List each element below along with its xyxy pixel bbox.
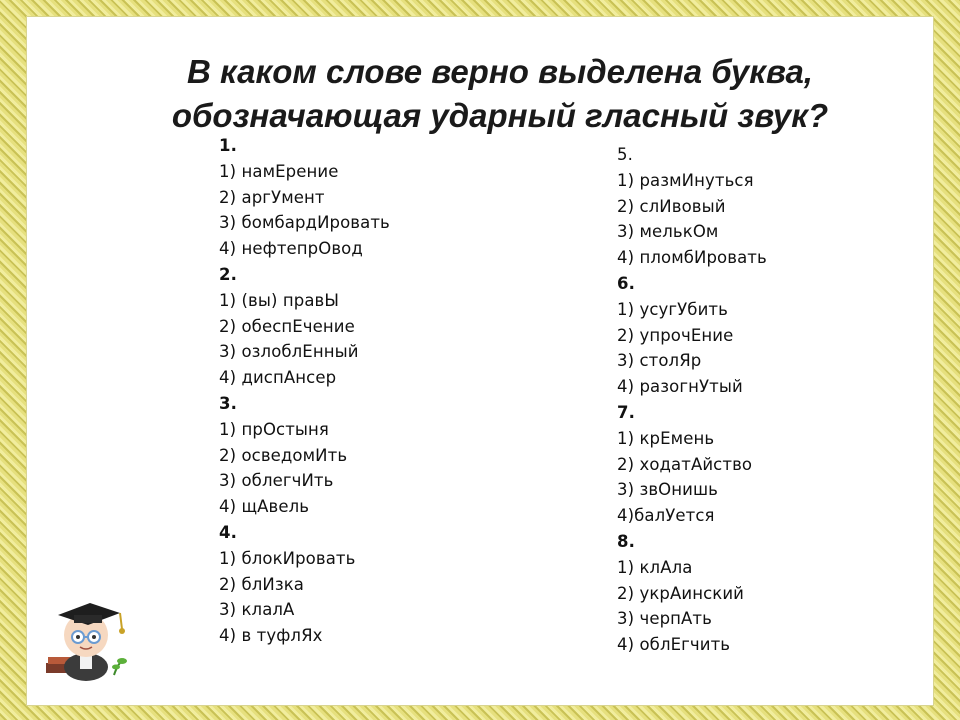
right-question-column	[617, 142, 767, 658]
question-number: 8.	[617, 531, 635, 551]
answer-option: 3) облегчИть	[219, 471, 334, 491]
question-number: 1.	[219, 136, 237, 155]
answer-option: 2) обеспЕчение	[219, 316, 355, 336]
answer-option: 1) крЕмень	[617, 428, 715, 448]
answer-option: 1) блокИровать	[219, 548, 356, 568]
answer-option: 3) клалА	[219, 600, 295, 620]
answer-option: 4) нефтепрОвод	[219, 239, 363, 259]
answer-option: 3) мелькОм	[617, 222, 719, 242]
answer-option: 2) слИвовый	[617, 196, 726, 216]
answer-option: 1) усугУбить	[617, 299, 728, 319]
answer-option: 4) разогнУтый	[617, 377, 743, 397]
question-number: 3.	[219, 393, 237, 413]
question-number: 4.	[219, 522, 237, 542]
answer-option: 1) (вы) правЫ	[219, 290, 340, 310]
answer-option: 2) упрочЕние	[617, 325, 734, 345]
answer-option: 2) ходатАйство	[617, 454, 753, 474]
answer-option: 2) блИзка	[219, 574, 304, 594]
answer-option: 1) клАла	[617, 557, 693, 577]
answer-option: 3) звОнишь	[617, 480, 718, 500]
question-number: 6.	[617, 273, 635, 293]
answer-option: 3) черпАть	[617, 609, 712, 629]
student-graduate-icon	[36, 585, 136, 685]
answer-option: 1) размИнуться	[617, 170, 754, 190]
question-number: 7.	[617, 402, 635, 422]
title-line-2: обозначающая ударный гласный звук?	[171, 97, 829, 134]
answer-option: 5.	[617, 145, 633, 164]
answer-option: 2) укрАинский	[617, 583, 744, 603]
answer-option: 4) диспАнсер	[219, 368, 337, 388]
answer-option: 3) озлоблЕнный	[219, 342, 359, 362]
title-line-1: В каком слове верно выделена буква,	[187, 53, 813, 90]
answer-option: 4) в туфлЯх	[219, 626, 323, 646]
answer-option: 2) аргУмент	[219, 187, 325, 207]
answer-option: 3) бомбардИровать	[219, 213, 390, 233]
answer-option: 1) намЕрение	[219, 161, 339, 181]
answer-option: 2) осведомИть	[219, 445, 348, 465]
slide-title	[150, 50, 850, 138]
answer-option: 3) столЯр	[617, 351, 702, 371]
answer-option: 1) прОстыня	[219, 419, 329, 439]
answer-option: 4)балУется	[617, 506, 715, 526]
answer-option: 4) щАвель	[219, 497, 310, 517]
question-number: 2.	[219, 264, 237, 284]
answer-option: 4) пломбИровать	[617, 248, 767, 268]
left-question-column	[219, 133, 390, 649]
answer-option: 4) облЕгчить	[617, 635, 731, 655]
